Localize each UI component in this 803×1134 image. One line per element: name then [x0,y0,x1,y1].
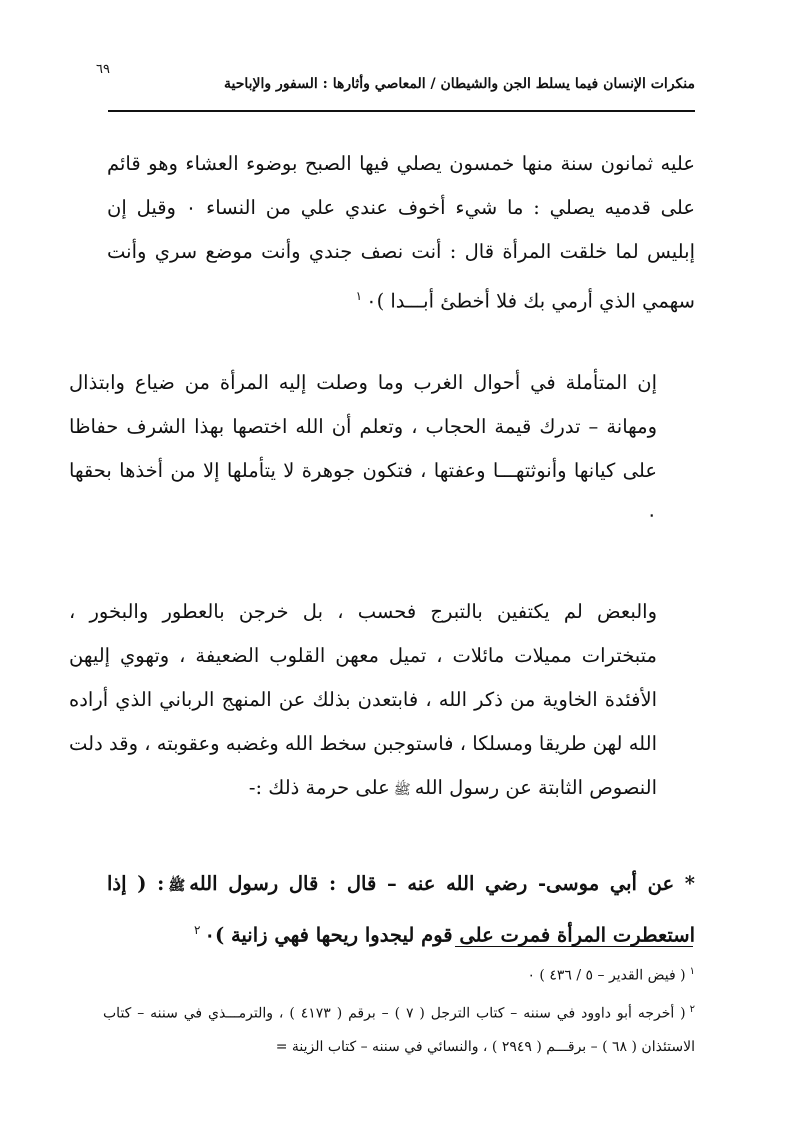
footnote-divider [455,946,693,947]
paragraph-end-mark: ٠ [366,289,377,312]
footnote-text: ( فيض القدير – ٥ / ٤٣٦ ) ٠ [527,967,686,984]
paragraph-text-end: على حرمة ذلك :- [248,775,390,799]
footnote-mark: ١ [689,966,695,977]
page-number: ٦٩ [96,62,110,77]
paragraph-perfume [69,590,695,812]
salutation-icon: ﷺ [393,781,411,798]
paragraph-text: والبعض لم يكتفين بالتبرج فحسب ، بل خرجن بالعطور والبخور ، متبخترات مميلات مائلات ، تميل معهن القلوب الضعيفة ، وتهوي إليهن الأفئدة الخاوية من ذكر الله ، فابتعدن بذلك عن المنهج الرباني الذي أراده الله لهن طريقا ومسلكا ، فاستوجبن سخط الله وغضبه وعقوبته ، وقد دلت النصوص الثابتة عن رسول الله [69,599,657,799]
paragraph-hadith [107,862,695,958]
running-header: منكرات الإنسان فيما يسلط الجن والشيطان / المعاصي وأثارها : السفور والإباحية [224,76,695,92]
footnote-ref[interactable]: ٢ [194,922,201,937]
footnote-mark: ٢ [689,1003,695,1015]
footnotes [103,955,695,1064]
paragraph-hijab [69,361,695,537]
hadith-text: : ( إذا استعطرت المرأة فمرت على قوم ليجدوا ريحها فهي زانية ) [107,871,695,946]
paragraph-text: عليه ثمانون سنة منها خمسون يصلي فيها الصبح بوضوء العشاء وهو قائم على قدميه يصلي : ما شيء أخوف عندي علي من النساء ٠ وقيل إن إبليس لما خلقت المرأة قال : أنت نصف جندي وأنت موضع سري وأنت سهمي الذي أرمي بك فلا أخطئ أبـــدا ) [107,151,696,312]
paragraph-continuation [107,142,695,324]
footnote-item [103,993,695,1065]
salutation-icon: ﷺ [168,877,186,894]
footnote-item [103,955,695,993]
header-divider [108,110,695,112]
paragraph-text: إن المتأملة في أحوال الغرب وما وصلت إليه المرأة من ضياع وابتذال ومهانة – تدرك قيمة الحجاب ، وتعلم أن الله اختصها بهذا الشرف حفاظا على كيانها وأنوثتهـــا وعفتها ، فتكون جوهرة لا يتأملها إلا من أخذها بحقها ٠ [69,370,657,526]
hadith-intro: * عن أبي موسى- رضي الله عنه – قال : قال رسول الله [189,871,695,895]
footnote-ref[interactable]: ١ [355,288,363,303]
paragraph-end-mark: ٠ [204,923,215,946]
footnote-text: ( أخرجه أبو داوود في سننه – كتاب الترجل ( ٧ ) – برقم ( ٤١٧٣ ) ، والترمـــذي في سننه – كتاب الاستئذان ( ٦٨ ) – برقـــم ( ٢٩٤٩ ) ، والنسائي في سننه – كتاب الزينة = [103,1005,695,1056]
